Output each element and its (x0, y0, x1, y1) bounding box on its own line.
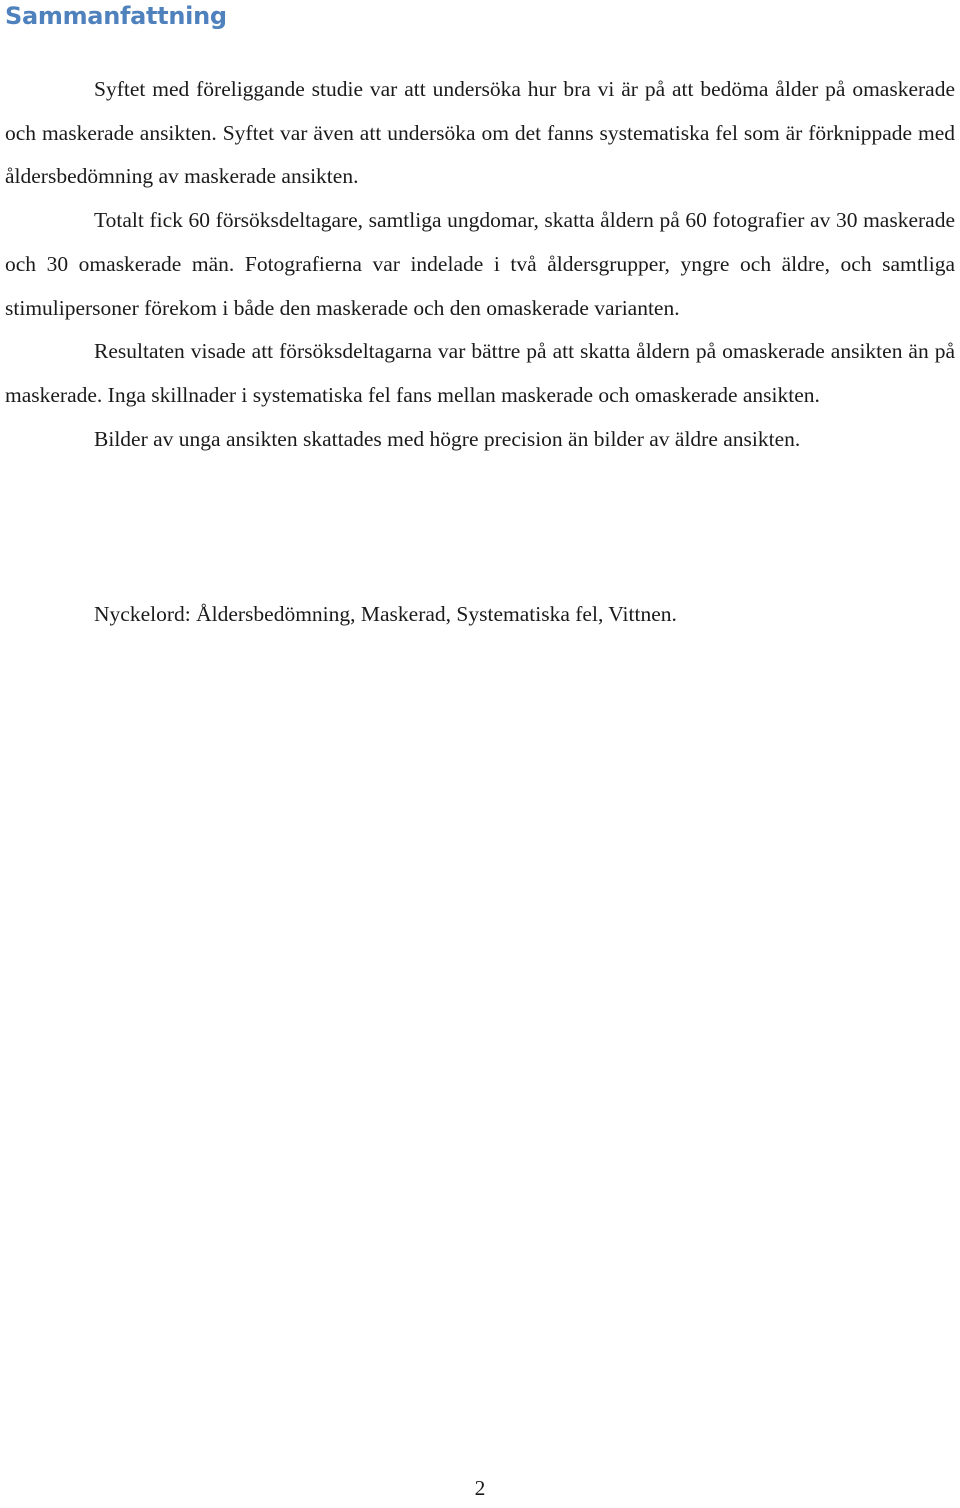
summary-paragraph: Syftet med föreliggande studie var att undersöka hur bra vi är på att bedöma ålder på omaskerade och maskerade ansikten. Syftet var även att undersöka om det fanns systematiska fel som är förknippade med åldersbedömning av maskerade ansikten. (5, 77, 955, 189)
summary-paragraph: Totalt fick 60 försöksdeltagare, samtliga ungdomar, skatta åldern på 60 fotografier av 30 maskerade och 30 omaskerade män. Fotografierna var indelade i två åldersgrupper, yngre och äldre, och samtliga stimulipersoner förekom i både den maskerade och den omaskerade varianten. (5, 208, 955, 320)
keywords-line: Nyckelord: Åldersbedömning, Maskerad, Systematiska fel, Vittnen. (94, 602, 677, 626)
summary-paragraph: Bilder av unga ansikten skattades med högre precision än bilder av äldre ansikten. (94, 426, 801, 451)
summary-body (5, 68, 955, 461)
page-number: 2 (474, 1476, 486, 1500)
summary-paragraph: Resultaten visade att försöksdeltagarna var bättre på att skatta åldern på omaskerade ansikten än på maskerade. Inga skillnader i systematiska fel fans mellan maskerade och omaskerade ansikten. (5, 339, 955, 407)
section-heading: Sammanfattning (5, 2, 227, 30)
